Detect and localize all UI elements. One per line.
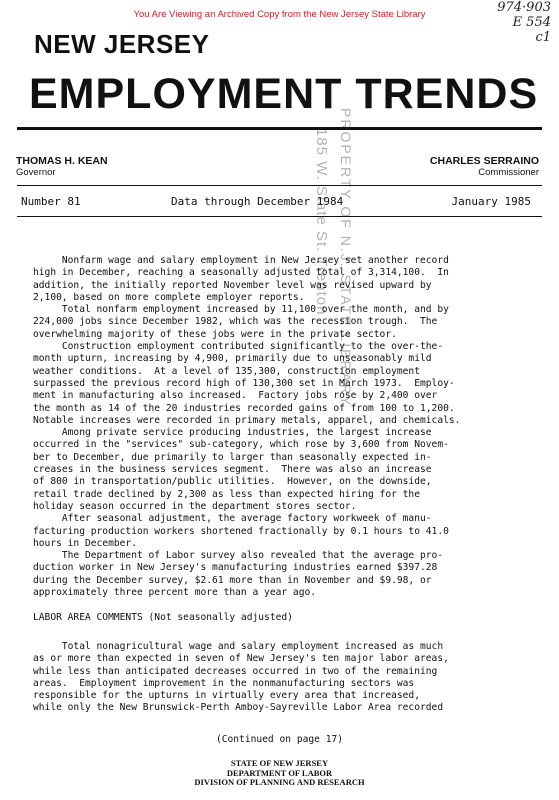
publisher-footer bbox=[0, 759, 559, 788]
commissioner-name: CHARLES SERRAINO bbox=[429, 155, 539, 167]
footer-line-3: DIVISION OF PLANNING AND RESEARCH bbox=[194, 777, 365, 787]
governor-name: THOMAS H. KEAN bbox=[16, 155, 108, 167]
stamp-address: 185 W. State St. Trenton bbox=[313, 128, 330, 316]
issue-data-through: Data through December 1984 bbox=[171, 195, 344, 208]
issue-date: January 1985 bbox=[451, 195, 531, 208]
masthead-rule bbox=[17, 127, 542, 130]
handwritten-line-1: 974·903 bbox=[497, 0, 551, 15]
masthead-title: EMPLOYMENT TRENDS bbox=[29, 70, 539, 118]
handwritten-line-3: c1 bbox=[535, 30, 551, 45]
commissioner-title: Commissioner bbox=[478, 167, 539, 178]
labor-area-body: Total nonagricultural wage and salary employment increased as much as or more than expected in seven of New Jersey's ten major labor areas, while less than anticipated decreases occurred in two of the remaining areas. Employment improvement in the nonmanufacturing sectors was responsible for the upturns in virtually every area that increased, while only the New Brunswick-Perth Amboy-Sayreville Labor Area recorded bbox=[33, 641, 449, 714]
header-rule-top bbox=[17, 185, 542, 186]
stamp-property: PROPERTY OF N.J. STATE LIBRARY bbox=[338, 108, 354, 408]
section-heading: LABOR AREA COMMENTS (Not seasonally adjusted) bbox=[33, 612, 293, 623]
governor-block bbox=[16, 155, 108, 179]
footer-line-2: DEPARTMENT OF LABOR bbox=[226, 767, 333, 778]
handwritten-line-2: E 554 bbox=[512, 15, 551, 30]
masthead-state: NEW JERSEY bbox=[34, 29, 210, 59]
handwritten-call-number bbox=[471, 0, 551, 45]
header-rule-bottom bbox=[17, 216, 542, 217]
continued-note: (Continued on page 17) bbox=[215, 734, 344, 745]
commissioner-block bbox=[430, 155, 539, 179]
article-body: Nonfarm wage and salary employment in New Jersey set another record high in December, reaching a seasonally adjusted total of 3,314,100. In addition, the initially reported November level was revised upward by 2,100, based on more complete employer reports. Total nonfarm employment increased by 11,100 over the month, and by 224,000 jobs since December 1982, which was the recession trough. The overwhelming majority of these jobs were in the private sector. Construction employment contributed significantly to the over-the- month upturn, increasing by 4,900, primarily due to unseasonably mild weather conditions. At a level of 135,300, construction employment surpassed the previous record high of 130,300 set in March 1973. Employ- ment in manufacturing also increased. Factory jobs rose by 2,400 over the month as 14 of the 20 industries recorded gains of from 100 to 1,200. Notable increases were recorded in primary metals, apparel, and chemicals. Among private service producing industries, the largest increase occurred in the "services" sub-category, which rose by 3,600 from Novem- ber to December, due primarily to larger than seasonally expected in- creases in the business services segment. There was also an increase of 800 in transportation/public utilities. However, on the downside, retail trade declined by 2,300 as less than expected hiring for the holiday season occurred in the department stores sector. After seasonal adjustment, the average factory workweek of manu- facturing production workers shortened fractionally by 0.1 hours to 41.0 hours in December. The Department of Labor survey also revealed that the average pro- duction worker in New Jersey's manufacturing industries earned $397.28 during the December survey, $2.61 more than in November and $9.98, or approximately three percent more than a year ago. bbox=[33, 255, 461, 599]
issue-number: Number 81 bbox=[21, 195, 81, 208]
archive-banner: You Are Viewing an Archived Copy from the New Jersey State Library bbox=[133, 9, 426, 20]
governor-title: Governor bbox=[16, 167, 56, 178]
issue-info-row bbox=[21, 195, 531, 209]
library-stamp bbox=[300, 108, 386, 408]
footer-line-1: STATE OF NEW JERSEY bbox=[230, 758, 329, 768]
